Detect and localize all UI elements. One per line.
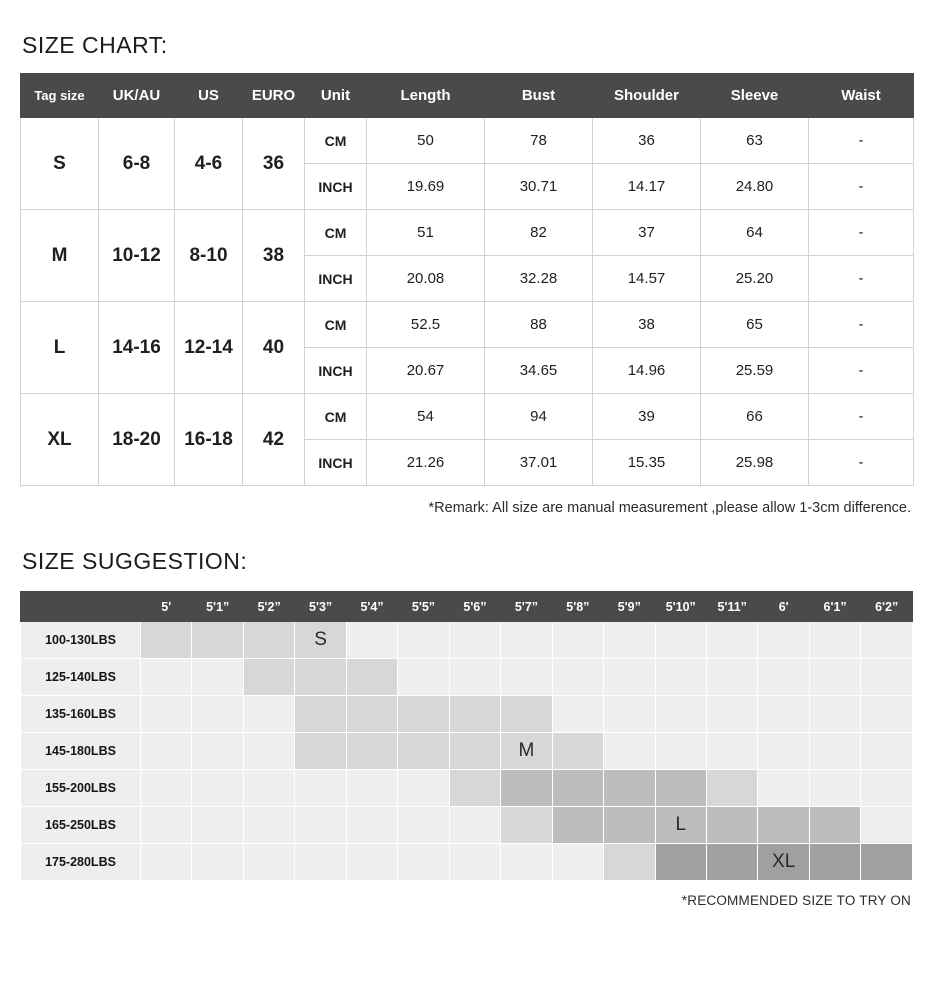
- suggestion-corner-cell: [21, 592, 141, 622]
- suggestion-cell: [449, 807, 500, 844]
- suggestion-height-header: 5'6”: [449, 592, 500, 622]
- suggestion-cell: [449, 733, 500, 770]
- suggestion-cell: [449, 622, 500, 659]
- suggestion-cell: [861, 807, 913, 844]
- suggestion-cell: [192, 696, 243, 733]
- col-header-sleeve: Sleeve: [701, 74, 809, 118]
- cell-uk-au: 10-12: [99, 210, 175, 302]
- suggestion-cell: [346, 659, 397, 696]
- cell-unit: INCH: [305, 164, 367, 210]
- suggestion-cell: [295, 733, 346, 770]
- suggestion-cell: [809, 733, 860, 770]
- col-header-us: US: [175, 74, 243, 118]
- suggestion-cell: [706, 770, 757, 807]
- suggestion-cell: [809, 770, 860, 807]
- cell-euro: 40: [243, 302, 305, 394]
- cell-unit: CM: [305, 118, 367, 164]
- cell-uk-au: 6-8: [99, 118, 175, 210]
- suggestion-height-header: 6': [758, 592, 809, 622]
- cell-us: 12-14: [175, 302, 243, 394]
- cell-waist: -: [809, 256, 914, 302]
- cell-bust: 34.65: [485, 348, 593, 394]
- suggestion-cell: [604, 844, 655, 881]
- suggestion-cell: [346, 844, 397, 881]
- suggestion-cell: [141, 770, 192, 807]
- suggestion-cell: [192, 659, 243, 696]
- suggestion-cell: [398, 733, 449, 770]
- suggestion-cell: [604, 770, 655, 807]
- suggestion-height-header: 5'9”: [604, 592, 655, 622]
- cell-length: 51: [367, 210, 485, 256]
- suggestion-height-header: 6'2”: [861, 592, 913, 622]
- cell-uk-au: 14-16: [99, 302, 175, 394]
- suggestion-height-header: 5'11”: [706, 592, 757, 622]
- cell-waist: -: [809, 394, 914, 440]
- suggestion-cell: [398, 622, 449, 659]
- suggestion-cell: [449, 844, 500, 881]
- suggestion-cell: [706, 622, 757, 659]
- suggestion-row: [21, 770, 913, 807]
- suggestion-cell: [449, 659, 500, 696]
- cell-bust: 88: [485, 302, 593, 348]
- cell-shoulder: 39: [593, 394, 701, 440]
- suggestion-row: [21, 696, 913, 733]
- cell-us: 16-18: [175, 394, 243, 486]
- suggestion-cell: [243, 807, 294, 844]
- suggestion-height-header: 5'5”: [398, 592, 449, 622]
- suggestion-cell: [706, 844, 757, 881]
- suggestion-body: [21, 622, 913, 881]
- suggestion-cell: [398, 807, 449, 844]
- suggestion-row: [21, 807, 913, 844]
- size-chart-remark: *Remark: All size are manual measurement ,please allow 1-3cm difference.: [428, 500, 911, 516]
- suggestion-cell: [861, 659, 913, 696]
- cell-length: 19.69: [367, 164, 485, 210]
- suggestion-size-label: S: [295, 622, 346, 659]
- suggestion-height-header: 5'1”: [192, 592, 243, 622]
- cell-unit: INCH: [305, 348, 367, 394]
- suggestion-cell: [398, 696, 449, 733]
- suggestion-cell: [192, 622, 243, 659]
- cell-waist: -: [809, 348, 914, 394]
- suggestion-cell: [758, 770, 809, 807]
- suggestion-height-header: 5': [141, 592, 192, 622]
- suggestion-size-label: L: [655, 807, 706, 844]
- cell-sleeve: 24.80: [701, 164, 809, 210]
- suggestion-cell: [346, 733, 397, 770]
- suggestion-height-header: 5'8”: [552, 592, 603, 622]
- suggestion-cell: [243, 659, 294, 696]
- suggestion-cell: [706, 696, 757, 733]
- suggestion-weight-label: 145-180LBS: [21, 733, 141, 770]
- suggestion-cell: [655, 733, 706, 770]
- suggestion-cell: [706, 733, 757, 770]
- suggestion-cell: [552, 659, 603, 696]
- col-header-waist: Waist: [809, 74, 914, 118]
- suggestion-cell: [295, 696, 346, 733]
- cell-euro: 42: [243, 394, 305, 486]
- suggestion-cell: [141, 844, 192, 881]
- table-row: [21, 210, 914, 256]
- cell-shoulder: 14.57: [593, 256, 701, 302]
- suggestion-cell: [141, 622, 192, 659]
- suggestion-cell: [758, 733, 809, 770]
- cell-us: 4-6: [175, 118, 243, 210]
- size-chart-table: [20, 73, 914, 486]
- suggestion-cell: [861, 696, 913, 733]
- cell-tag-size: XL: [21, 394, 99, 486]
- suggestion-cell: [655, 770, 706, 807]
- suggestion-cell: [604, 733, 655, 770]
- suggestion-cell: [141, 696, 192, 733]
- suggestion-cell: [861, 844, 913, 881]
- suggestion-cell: [501, 844, 552, 881]
- suggestion-cell: [295, 844, 346, 881]
- suggestion-cell: [758, 696, 809, 733]
- cell-euro: 38: [243, 210, 305, 302]
- suggestion-row: [21, 622, 913, 659]
- cell-length: 20.08: [367, 256, 485, 302]
- suggestion-cell: [141, 807, 192, 844]
- suggestion-cell: [398, 770, 449, 807]
- cell-unit: CM: [305, 302, 367, 348]
- cell-sleeve: 65: [701, 302, 809, 348]
- size-chart-title: SIZE CHART:: [22, 32, 168, 58]
- suggestion-height-header: 5'7”: [501, 592, 552, 622]
- col-header-tag-size: Tag size: [21, 74, 99, 118]
- suggestion-cell: [192, 770, 243, 807]
- cell-sleeve: 25.98: [701, 440, 809, 486]
- suggestion-header-row: [21, 592, 913, 622]
- cell-waist: -: [809, 302, 914, 348]
- cell-bust: 37.01: [485, 440, 593, 486]
- suggestion-cell: [449, 770, 500, 807]
- table-row: [21, 394, 914, 440]
- suggestion-cell: [243, 696, 294, 733]
- suggestion-height-header: 6'1”: [809, 592, 860, 622]
- suggestion-height-header: 5'2”: [243, 592, 294, 622]
- table-row: [21, 302, 914, 348]
- cell-bust: 94: [485, 394, 593, 440]
- col-header-uk-au: UK/AU: [99, 74, 175, 118]
- cell-unit: CM: [305, 394, 367, 440]
- suggestion-cell: [192, 807, 243, 844]
- suggestion-cell: [243, 733, 294, 770]
- suggestion-weight-label: 135-160LBS: [21, 696, 141, 733]
- cell-waist: -: [809, 210, 914, 256]
- cell-sleeve: 63: [701, 118, 809, 164]
- cell-sleeve: 25.59: [701, 348, 809, 394]
- suggestion-cell: [552, 733, 603, 770]
- suggestion-cell: [295, 770, 346, 807]
- suggestion-size-label: XL: [758, 844, 809, 881]
- suggestion-cell: [552, 844, 603, 881]
- col-header-bust: Bust: [485, 74, 593, 118]
- cell-length: 21.26: [367, 440, 485, 486]
- cell-tag-size: L: [21, 302, 99, 394]
- cell-length: 52.5: [367, 302, 485, 348]
- cell-euro: 36: [243, 118, 305, 210]
- suggestion-weight-label: 165-250LBS: [21, 807, 141, 844]
- suggestion-cell: [501, 696, 552, 733]
- suggestion-cell: [552, 807, 603, 844]
- suggestion-weight-label: 155-200LBS: [21, 770, 141, 807]
- cell-length: 20.67: [367, 348, 485, 394]
- suggestion-cell: [501, 622, 552, 659]
- suggestion-cell: [809, 659, 860, 696]
- suggestion-height-header: 5'4”: [346, 592, 397, 622]
- cell-bust: 30.71: [485, 164, 593, 210]
- cell-unit: INCH: [305, 256, 367, 302]
- suggestion-cell: [552, 770, 603, 807]
- size-suggestion-footnote: *RECOMMENDED SIZE TO TRY ON: [681, 893, 911, 908]
- cell-bust: 78: [485, 118, 593, 164]
- suggestion-cell: [295, 659, 346, 696]
- cell-shoulder: 15.35: [593, 440, 701, 486]
- suggestion-cell: [398, 844, 449, 881]
- suggestion-cell: [398, 659, 449, 696]
- suggestion-cell: [604, 696, 655, 733]
- suggestion-cell: [809, 844, 860, 881]
- suggestion-weight-label: 125-140LBS: [21, 659, 141, 696]
- cell-shoulder: 38: [593, 302, 701, 348]
- suggestion-cell: [758, 659, 809, 696]
- cell-tag-size: M: [21, 210, 99, 302]
- suggestion-cell: [861, 770, 913, 807]
- suggestion-cell: [604, 807, 655, 844]
- suggestion-cell: [346, 696, 397, 733]
- cell-uk-au: 18-20: [99, 394, 175, 486]
- suggestion-cell: [861, 622, 913, 659]
- suggestion-cell: [141, 733, 192, 770]
- col-header-euro: EURO: [243, 74, 305, 118]
- suggestion-cell: [295, 807, 346, 844]
- suggestion-cell: [243, 770, 294, 807]
- cell-length: 54: [367, 394, 485, 440]
- cell-unit: INCH: [305, 440, 367, 486]
- suggestion-cell: [655, 696, 706, 733]
- suggestion-row: [21, 659, 913, 696]
- suggestion-cell: [706, 659, 757, 696]
- col-header-length: Length: [367, 74, 485, 118]
- col-header-unit: Unit: [305, 74, 367, 118]
- cell-bust: 32.28: [485, 256, 593, 302]
- suggestion-cell: [655, 844, 706, 881]
- suggestion-cell: [449, 696, 500, 733]
- suggestion-cell: [655, 622, 706, 659]
- suggestion-cell: [501, 659, 552, 696]
- suggestion-cell: [501, 770, 552, 807]
- cell-length: 50: [367, 118, 485, 164]
- suggestion-height-header: 5'10”: [655, 592, 706, 622]
- suggestion-cell: [192, 844, 243, 881]
- suggestion-cell: [141, 659, 192, 696]
- suggestion-cell: [758, 807, 809, 844]
- suggestion-cell: [655, 659, 706, 696]
- suggestion-cell: [809, 696, 860, 733]
- suggestion-cell: [604, 659, 655, 696]
- cell-sleeve: 25.20: [701, 256, 809, 302]
- suggestion-cell: [758, 622, 809, 659]
- cell-waist: -: [809, 440, 914, 486]
- suggestion-cell: [243, 622, 294, 659]
- suggestion-cell: [706, 807, 757, 844]
- suggestion-row: [21, 844, 913, 881]
- size-suggestion-grid: [20, 591, 913, 881]
- suggestion-cell: [346, 807, 397, 844]
- col-header-shoulder: Shoulder: [593, 74, 701, 118]
- suggestion-cell: [552, 622, 603, 659]
- size-suggestion-title: SIZE SUGGESTION:: [22, 548, 248, 574]
- suggestion-cell: [809, 807, 860, 844]
- table-row: [21, 118, 914, 164]
- suggestion-cell: [346, 770, 397, 807]
- cell-waist: -: [809, 164, 914, 210]
- cell-unit: CM: [305, 210, 367, 256]
- suggestion-cell: [243, 844, 294, 881]
- cell-shoulder: 37: [593, 210, 701, 256]
- cell-tag-size: S: [21, 118, 99, 210]
- suggestion-weight-label: 175-280LBS: [21, 844, 141, 881]
- size-chart-header-row: [21, 74, 914, 118]
- suggestion-size-label: M: [501, 733, 552, 770]
- suggestion-cell: [501, 807, 552, 844]
- suggestion-cell: [809, 622, 860, 659]
- suggestion-cell: [604, 622, 655, 659]
- cell-us: 8-10: [175, 210, 243, 302]
- cell-bust: 82: [485, 210, 593, 256]
- cell-shoulder: 14.96: [593, 348, 701, 394]
- cell-waist: -: [809, 118, 914, 164]
- cell-shoulder: 14.17: [593, 164, 701, 210]
- suggestion-cell: [552, 696, 603, 733]
- suggestion-weight-label: 100-130LBS: [21, 622, 141, 659]
- cell-sleeve: 66: [701, 394, 809, 440]
- cell-shoulder: 36: [593, 118, 701, 164]
- suggestion-cell: [346, 622, 397, 659]
- suggestion-row: [21, 733, 913, 770]
- suggestion-cell: [861, 733, 913, 770]
- suggestion-cell: [192, 733, 243, 770]
- suggestion-height-header: 5'3”: [295, 592, 346, 622]
- cell-sleeve: 64: [701, 210, 809, 256]
